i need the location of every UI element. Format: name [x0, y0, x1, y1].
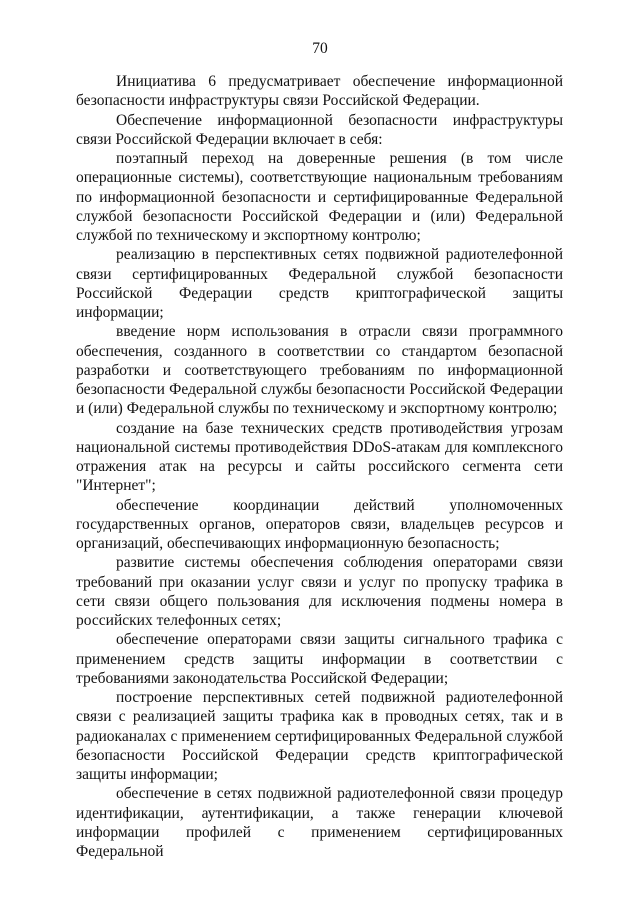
page-number: 70 — [312, 40, 328, 57]
paragraph-authentication: обеспечение в сетях подвижной радиотелефонной связи процедур идентификации, аутентификации, а также генерации ключевой информации профилей с применением сертифицированных Федеральной — [76, 785, 563, 860]
paragraph-coordination: обеспечение координации действий уполномоченных государственных органов, операторов связи, владельцев ресурсов и организаций, обеспечивающих информационную безопасность; — [76, 496, 563, 552]
document-body — [76, 72, 563, 861]
paragraph-trusted-solutions: поэтапный переход на доверенные решения (в том числе операционные системы), соответствующие национальным требованиям по информационной безопасности и сертифицированные Федеральной службой безопасности Российской Федерации и (или) Федеральной службой по техническому и экспортному контролю; — [76, 150, 563, 244]
paragraph-mobile-networks: построение перспективных сетей подвижной радиотелефонной связи с реализацией защиты трафика как в проводных сетях, так и в радиоканалах с применением сертифицированных Федеральной службой безопасности Российской Федерации средств криптографической защиты информации; — [76, 689, 563, 783]
paragraph-initiative-6: Инициатива 6 предусматривает обеспечение информационной безопасности инфраструктуры связи Российской Федерации. — [76, 73, 563, 110]
paragraph-ddos-system: создание на базе технических средств противодействия угрозам национальной системы противодействия DDoS-атакам для комплексного отражения атак на ресурсы и сайты российского сегмента сети "Интернет"; — [76, 419, 563, 495]
paragraph-signal-traffic: обеспечение операторами связи защиты сигнального трафика с применением средств защиты информации в соответствии с требованиями законодательства Российской Федерации; — [76, 631, 563, 687]
paragraph-number-spoofing: развитие системы обеспечения соблюдения операторами связи требований при оказании услуг связи и услуг по пропуску трафика в сети связи общего пользования для исключения подмены номера в российских телефонных сетях; — [76, 554, 563, 629]
paragraph-scope-intro: Обеспечение информационной безопасности инфраструктуры связи Российской Федерации включает в себя: — [76, 111, 563, 148]
paragraph-crypto-protection: реализацию в перспективных сетях подвижной радиотелефонной связи сертифицированных Федеральной службой безопасности Российской Федерации средств криптографической защиты информации; — [76, 246, 563, 321]
paragraph-software-norms: введение норм использования в отрасли связи программного обеспечения, созданного в соответствии со стандартом безопасной разработки и соответствующего требованиям по информационной безопасности Федеральной службы безопасности Российской Федерации и (или) Федеральной службы по техническому и экспортному контролю; — [76, 323, 563, 418]
